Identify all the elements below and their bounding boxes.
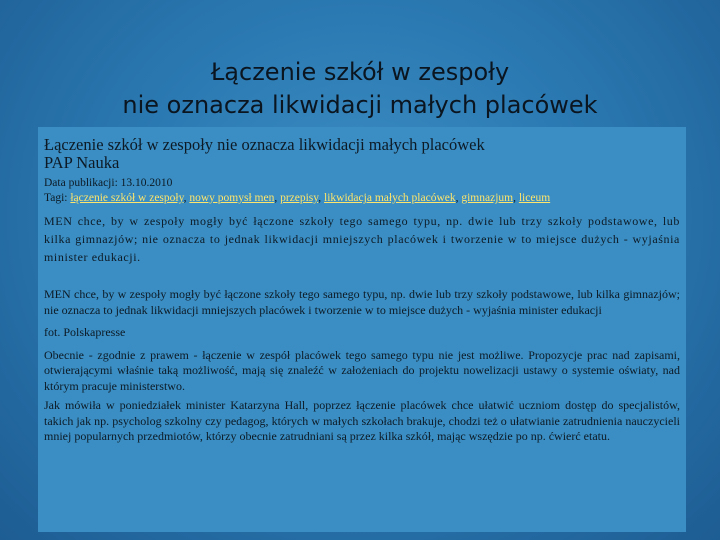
tag-link[interactable]: likwidacja małych placówek [324, 192, 456, 204]
article-source: PAP Nauka [44, 153, 120, 172]
tags-line: Tagi: łączenie szkół w zespoły, nowy pomysł men, przepisy, likwidacja małych placówek, gimnazjum, liceum [44, 192, 551, 204]
tag-link[interactable]: gimnazjum [461, 192, 514, 204]
article [44, 136, 680, 445]
slide-title-line-1: Łączenie szkół w zespoły [210, 58, 510, 86]
tag-link[interactable]: łączenie szkół w zespoły [70, 192, 184, 204]
article-lead: MEN chce, by w zespoły mogły być łączone szkoły tego samego typu, np. dwie lub trzy szkoły podstawowe, lub kilka gimnazjów; nie oznacza to jednak likwidacji mniejszych placówek i tworzenie w to miejsce dużych - wyjaśnia minister edukacji. [44, 214, 680, 264]
tags-label: Tagi: [44, 192, 71, 204]
tag-link[interactable]: liceum [518, 192, 551, 204]
article-paragraph: Obecnie - zgodnie z prawem - łączenie w zespół placówek tego samego typu nie jest możliwe. Propozycje prac nad zapisami, otwierającymi właśnie taką możliwość, mają się znaleźć w założeniach do projektu nowelizacji ustawy o systemie oświaty, nad którym pracuje ministerstwo. [44, 347, 680, 393]
photo-credit: fot. Polskapresse [44, 325, 126, 339]
tag-link[interactable]: przepisy [280, 192, 319, 204]
publication-date: Data publikacji: 13.10.2010 [44, 177, 173, 189]
slide-title-line-2: nie oznacza likwidacji małych placówek [122, 91, 598, 119]
tag-link[interactable]: nowy pomysł men [189, 192, 275, 204]
article-paragraph: Jak mówiła w poniedziałek minister Katarzyna Hall, poprzez łączenie placówek chce ułatwić uczniom dostęp do specjalistów, takich jak np. psycholog szkolny czy pedagog, których w małych szkołach brakuje, chodzi też o ułatwianie zatrudnienia nauczycieli mniej popularnych przedmiotów, którzy obecnie zatrudniani są przez kilka szkół, mając wszędzie po np. ćwierć etatu. [44, 398, 680, 443]
slide-title [0, 56, 720, 122]
article-paragraph: MEN chce, by w zespoły mogły być łączone szkoły tego samego typu, np. dwie lub trzy szkoły podstawowe, lub kilka gimnazjów; nie oznacza to jednak likwidacji mniejszych placówek i tworzenie w to miejsce dużych - wyjaśnia minister edukacji [44, 287, 680, 317]
article-headline: Łączenie szkół w zespoły nie oznacza likwidacji małych placówek [44, 135, 485, 154]
